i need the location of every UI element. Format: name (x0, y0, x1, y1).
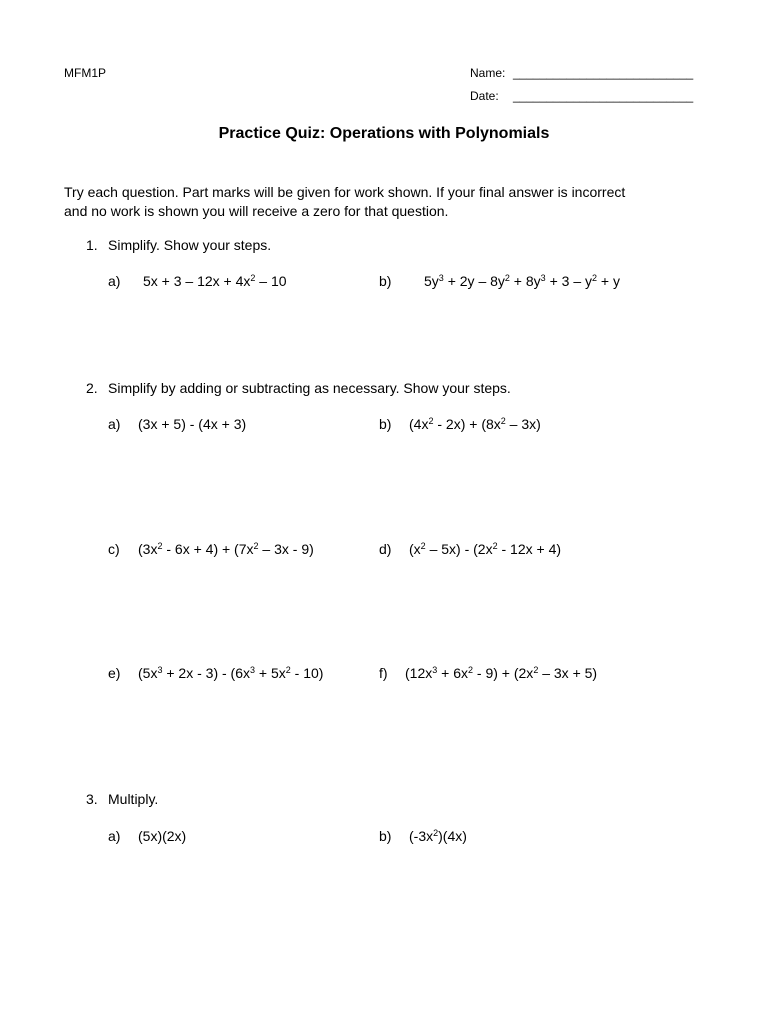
q2-part-f-label: f) (379, 665, 388, 681)
q2-part-c-label: c) (108, 541, 120, 557)
question-2-prompt: Simplify by adding or subtracting as necessary. Show your steps. (108, 380, 511, 396)
q3-part-b-label: b) (379, 828, 392, 844)
q1-part-b-label: b) (379, 273, 392, 289)
page-title: Practice Quiz: Operations with Polynomials (218, 125, 550, 142)
q2-part-a-expression: (3x + 5) - (4x + 3) (138, 416, 247, 432)
question-1-prompt: Simplify. Show your steps. (108, 237, 272, 253)
q1-part-b-expression: $5y^3 + 2y - 8y^2 + 8y^3 + 3 - y^2 + y$ (424, 273, 620, 289)
question-2-number: 2. (86, 380, 98, 396)
q2-part-b-expression: $(4x^2 - 2x) + (8x^2 - 3x)$ (409, 416, 541, 432)
name-blank: ___________________________ (513, 66, 694, 80)
q1-part-a-expression: $5x + 3 - 12x + 4x^2 - 10$ (143, 273, 287, 289)
q1-part-a-label: a) (108, 273, 121, 289)
q3-part-a-expression: (5x)(2x) (138, 828, 187, 844)
instructions-line-1: Try each question. Part marks will be given for work shown. If your final answer is incorrect (64, 184, 626, 200)
q2-part-a-label: a) (108, 416, 121, 432)
q2-part-e-label: e) (108, 665, 121, 681)
instructions-line-2: and no work is shown you will receive a zero for that question. (64, 203, 449, 219)
question-3-number: 3. (86, 791, 98, 807)
q2-part-e-expression: $(5x^3 + 2x - 3) - (6x^3 + 5x^2 - 10)$ (138, 665, 324, 681)
date-label: Date: (470, 89, 499, 103)
q2-part-b-label: b) (379, 416, 392, 432)
date-blank: ___________________________ (513, 89, 694, 103)
q3-part-a-label: a) (108, 828, 121, 844)
course-code: MFM1P (64, 66, 106, 80)
q2-part-d-label: d) (379, 541, 392, 557)
q2-part-c-expression: $(3x^2 - 6x + 4) + (7x^2 - 3x - 9)$ (138, 541, 314, 557)
name-label: Name: (470, 66, 506, 80)
q2-part-f-expression: $(12x^3 + 6x^2 - 9) + (2x^2 - 3x + 5)$ (405, 665, 598, 681)
q2-part-d-expression: $(x^2 - 5x) - (2x^2 - 12x + 4)$ (409, 541, 562, 557)
q3-part-b-expression: $(-3x^2)(4x)$ (409, 828, 467, 844)
question-3-prompt: Multiply. (108, 791, 159, 807)
question-1-number: 1. (86, 237, 98, 253)
